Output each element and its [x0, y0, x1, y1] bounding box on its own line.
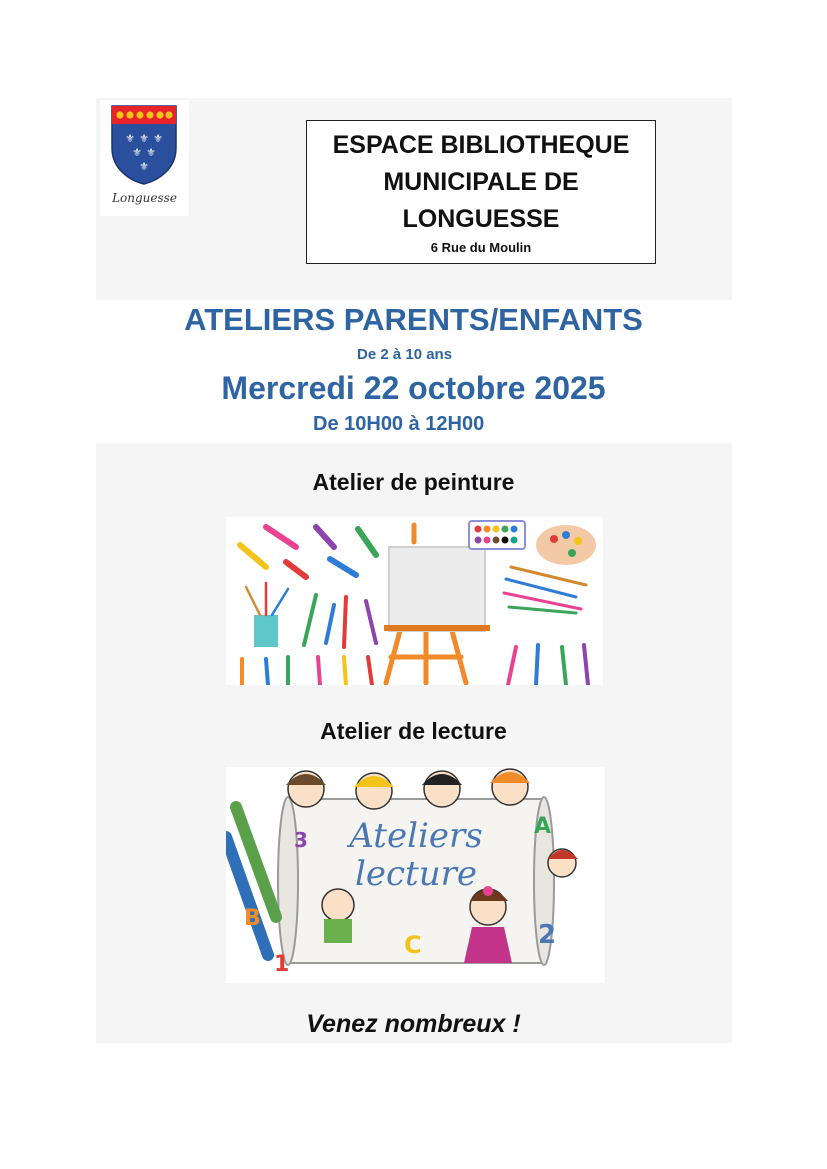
reading-illustration — [226, 767, 605, 983]
painting-supplies-icon — [226, 517, 603, 685]
library-title-box — [306, 120, 656, 264]
reading-workshop-icon — [226, 767, 605, 983]
svg-text:⚜: ⚜ — [139, 132, 149, 145]
svg-text:⚜: ⚜ — [139, 160, 149, 173]
svg-text:⚜: ⚜ — [153, 132, 163, 145]
library-title-line: LONGUESSE — [402, 205, 560, 233]
coat-of-arms-icon — [110, 104, 178, 186]
svg-text:⚜: ⚜ — [146, 146, 156, 159]
age-range: De 2 à 10 ans — [357, 346, 453, 363]
event-time: De 10H00 à 12H00 — [313, 413, 485, 435]
svg-text:A: A — [534, 814, 552, 839]
crest-caption: Longuesse — [112, 191, 177, 205]
svg-text:2: 2 — [538, 920, 557, 950]
illustration-title-line: lecture — [355, 854, 477, 894]
event-title: ATELIERS PARENTS/ENFANTS — [184, 302, 643, 337]
painting-illustration — [226, 517, 603, 685]
event-date: Mercredi 22 octobre 2025 — [221, 370, 606, 406]
painting-workshop-label: Atelier de peinture — [312, 469, 515, 495]
library-title-line: MUNICIPALE DE — [383, 168, 579, 196]
svg-text:⚜: ⚜ — [125, 132, 135, 145]
library-address: 6 Rue du Moulin — [430, 240, 532, 255]
town-crest — [100, 100, 189, 216]
svg-text:B: B — [244, 906, 261, 931]
closing-message: Venez nombreux ! — [306, 1010, 521, 1038]
svg-text:C: C — [404, 931, 422, 959]
illustration-title-line: Ateliers — [349, 816, 483, 856]
svg-text:1: 1 — [274, 952, 290, 977]
reading-workshop-label: Atelier de lecture — [320, 718, 507, 744]
library-title-line: ESPACE BIBLIOTHEQUE — [332, 131, 630, 159]
svg-text:3: 3 — [294, 828, 308, 852]
svg-text:⚜: ⚜ — [132, 146, 142, 159]
